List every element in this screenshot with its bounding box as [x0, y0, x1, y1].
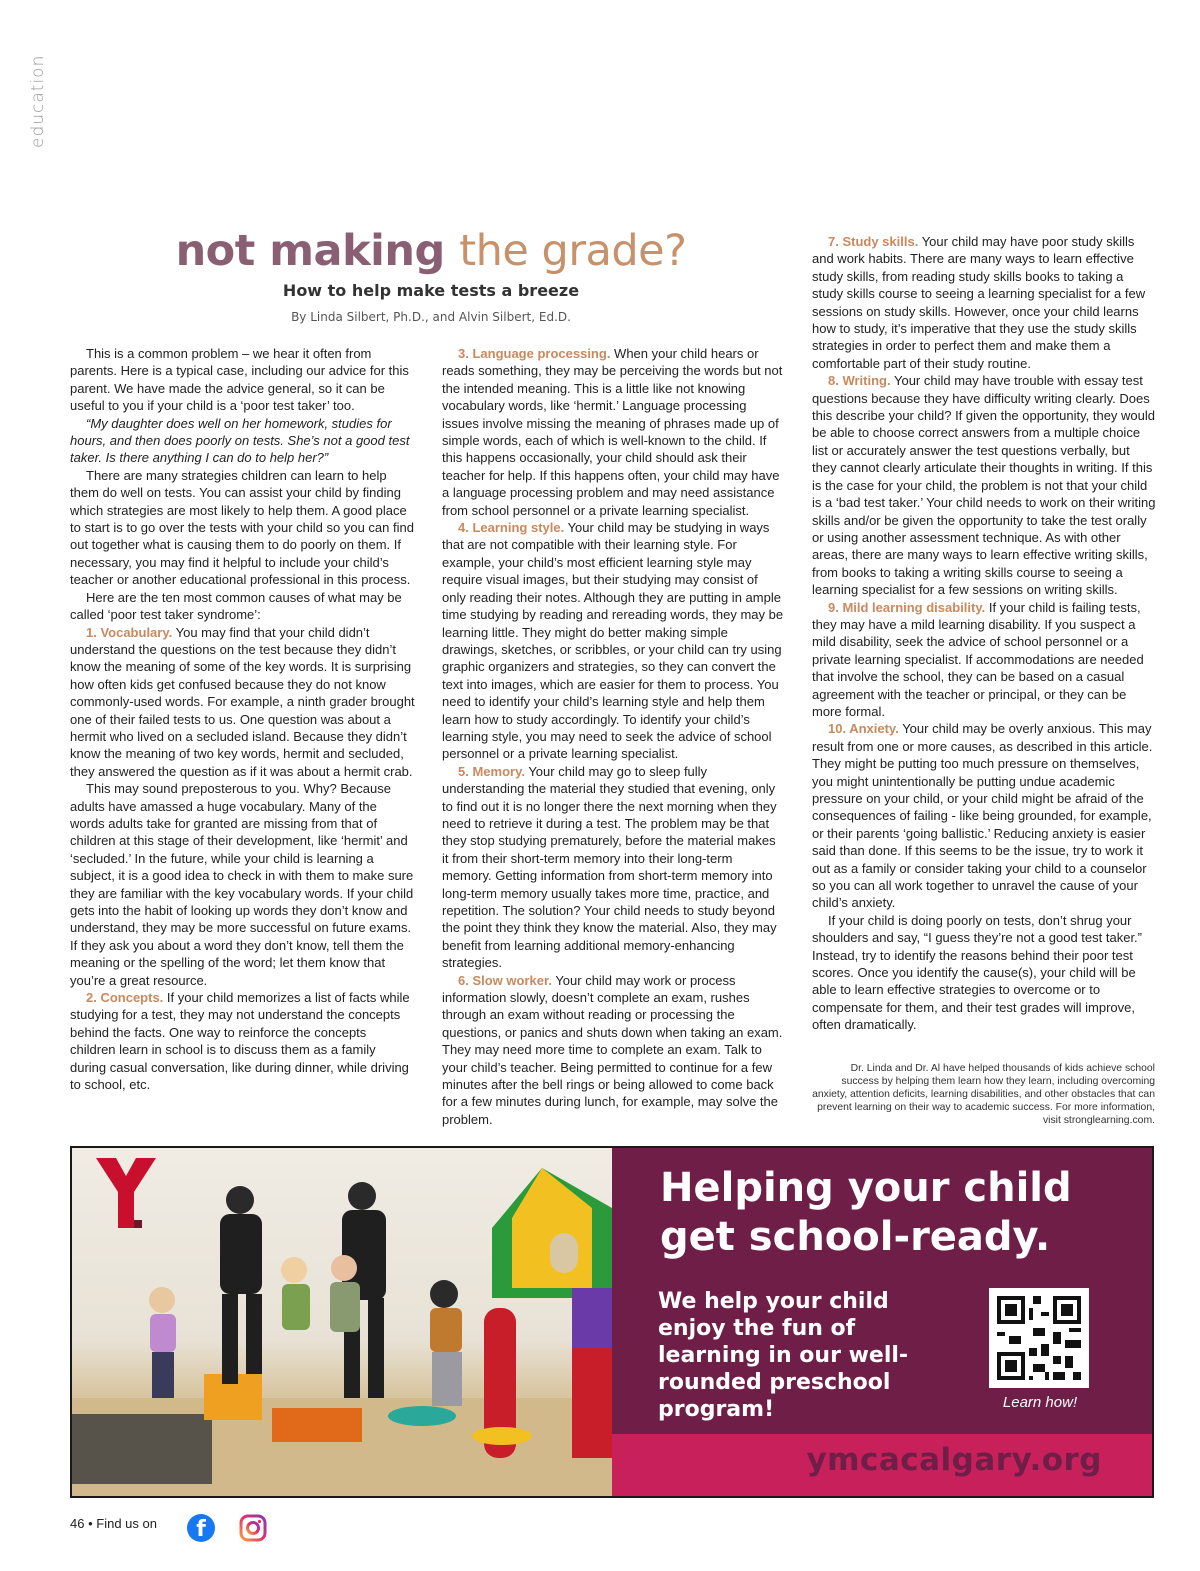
- cause-text: If your child is failing tests, they may have a mild learning disability. If you suspect a mild disability, seek the advice of school personnel or a private learning specialist. If accommodations are needed that involve the school, they can be based on a casual agreement with the teacher or principal, or they can be more formal.: [812, 599, 1144, 719]
- cause-heading: 2. Concepts.: [86, 990, 164, 1006]
- cause-heading: 10. Anxiety.: [828, 721, 899, 737]
- column-2: [442, 345, 784, 1128]
- cause-text: When your child hears or reads something, they may be perceiving the words but not the intended meaning. This is a little like not knowing vocabulary words, like ‘hermit.’ Language processing issues involve missing the meaning of phrases made up of simple words, each of which is well-known to the child. If this happens occasionally, your child should ask their teacher for help. If this happens often, your child may have a language processing problem and may need assistance from school personnel or a private learning specialist.: [442, 346, 783, 518]
- quote-paragraph: [70, 415, 415, 467]
- cause-heading: 7. Study skills.: [828, 234, 919, 249]
- cause-concepts: [70, 989, 415, 1093]
- cause-heading: 9. Mild learning disability.: [828, 599, 986, 615]
- cause-text: Your child may work or process information slowly, doesn’t complete an exam, rushes through an exam without reading or processing the questions, or panics and shuts down when taking an exam. They may need more time to complete an exam. Talk to your child’s teacher. Being permitted to continue for a few minutes after the bell rings or being allowed to come back for a few minutes during lunch, for example, may solve the problem.: [442, 972, 783, 1127]
- cause-heading: 6. Slow worker.: [458, 972, 552, 988]
- cause-text: Your child may go to sleep fully understanding the material they studied that evening, only to find out it is no longer there the next morning when they need to retrieve it during a test. The problem may be that they stop studying prematurely, before the material makes it from their short-term memory into their long-term memory. Getting information from short-term memory into long-term memory usually takes more time, practice, and repetition. The solution? Your child needs to study beyond the point they think they know the material. Also, they may benefit from learning additional memory-enhancing strategies.: [442, 763, 777, 971]
- paragraph: This is a common problem – we hear it often from parents. Here is a typical case, including our advice for this parent. We have made the advice general, so it can be useful to you if your child is a ‘poor test taker’ too.: [70, 346, 409, 414]
- paragraph: There are many strategies children can learn to help them do well on tests. You can assist your child by finding which strategies are most likely to help them. A good place to start is to go over the tests with your child so you can find out together what is causing them to do poorly on them. If necessary, you may find it helpful to include your child’s teacher or another educational professional in this process.: [70, 467, 414, 588]
- find-us-label: Find us on: [96, 1516, 157, 1531]
- cause-text: You may find that your child didn’t understand the questions on the test because they didn’t know the meaning of some of the key words. It is surprising how often kids get confused because they do not know commonly-used words. For example, a ninth grader brought one of their failed tests to us. One question was about a hermit who lived on a secluded island. Because they didn’t know the meaning of two key words, hermit and secluded, they answered the question as if it was about a hermit crab.: [70, 624, 415, 779]
- ymca-advertisement[interactable]: [70, 1146, 1154, 1498]
- cause-text: Your child may be overly anxious. This may result from one or more causes, as described in this article. They might be putting too much pressure on themselves, you might unintentionally be putting undue academic pressure on your child, or your child might be afraid of the consequences of failing - like being grounded, for example, or their parents ‘going ballistic.’ Reducing anxiety is easier said than done. If this seems to be the issue, try to work it out as a family or consider taking your child to a counselor so you can all work together to unravel the cause of your child’s anxiety.: [812, 721, 1153, 911]
- cause-learning-style: [442, 519, 784, 763]
- ad-photo: [72, 1148, 612, 1496]
- ad-body-text: We help your child enjoy the fun of learning in our well-rounded preschool program!: [658, 1289, 909, 1422]
- bullet-separator: •: [88, 1516, 93, 1531]
- ad-headline: Helping your child get school-ready.: [660, 1165, 1072, 1260]
- cause-memory: [442, 763, 784, 972]
- column-3: [812, 233, 1157, 1034]
- cause-anxiety: [812, 720, 1157, 911]
- cause-heading: 5. Memory.: [458, 763, 525, 779]
- cause-text: If your child memorizes a list of facts while studying for a test, they may not understand the concepts behind the facts. One way to reinforce the concepts children learn in school is to discuss them as a family during casual conversation, like during dinner, while driving to school, etc.: [70, 990, 410, 1093]
- cause-text: Your child may have trouble with essay test questions because they have difficulty writing clearly. Does this describe your child? If given the opportunity, they would be able to choose correct answers from a multiple choice list or accurately answer the test questions verbally, but they cannot clearly articulate their thoughts in writing. If this is the case for your child, the problem is not that your child is a ‘bad test taker.’ Your child needs to work on their writing skills and/or be given the opportunity to take the test orally or using another assessment technique. As with other areas, there are many ways to learn effective writing skills, from books to taking a writing skills course to seeing a learning specialist for a few sessions on writing skills.: [812, 373, 1156, 598]
- author-bio: Dr. Linda and Dr. Al have helped thousands of kids achieve school success by helping them learn how they learn, including overcoming anxiety, attention deficits, learning disabilities, and other obstacles that can prevent learning on their way to academic success. For more information, visit stronglearning.com.: [812, 1063, 1155, 1126]
- article-title: [70, 226, 792, 276]
- instagram-icon[interactable]: [239, 1514, 267, 1542]
- cause-text: Your child may be studying in ways that are not compatible with their learning style. For example, your child’s most efficient learning style may require visual images, but their studying may consist of only reading their notes. Although they are putting in ample time studying by reading and rereading words, they may be learning little. They might do better making simple drawings, sketches, or scribbles, or your child can try using graphic organizers and strategies, so they can convert the text into images, which are easier for them to process. You need to identify your child’s learning style and help them learn how to study accordingly. To identify your child’s learning style, you may need to seek the advice of school personnel or a private learning specialist.: [442, 520, 784, 762]
- qr-code-icon[interactable]: [989, 1288, 1089, 1388]
- learn-how-link[interactable]: Learn how!: [1002, 1394, 1078, 1411]
- title-part-2: the grade?: [459, 226, 687, 276]
- ymca-logo-icon: [96, 1158, 156, 1228]
- column-1: [70, 345, 415, 1093]
- cause-study-skills: [812, 233, 1157, 372]
- cause-mild-learning-disability: [812, 599, 1157, 721]
- reader-question: “My daughter does well on her homework, studies for hours, and then does poorly on tests. She’s not a good test taker. Is there anything I can do to help her?”: [70, 415, 410, 466]
- title-part-1: not making: [175, 226, 445, 276]
- cause-vocabulary: [70, 624, 415, 781]
- paragraph: Here are the ten most common causes of what may be called ‘poor test taker syndrome’:: [70, 589, 402, 623]
- cause-language-processing: [442, 345, 784, 519]
- cause-slow-worker: [442, 972, 784, 1129]
- qr-code-graphic: [989, 1288, 1089, 1388]
- conclusion-paragraph: If your child is doing poorly on tests, don’t shrug your shoulders and say, “I guess they’re not a good test taker.” Instead, try to identify the reasons behind their poor test scores. Once you identify the cause(s), your child will be able to learn effective strategies to overcome or to compensate for them, and their test grades will improve, often dramatically.: [812, 912, 1143, 1033]
- cause-heading: 3. Language processing.: [458, 346, 611, 361]
- paragraph: This may sound preposterous to you. Why? Because adults have amassed a huge vocabulary. Many of the words adults take for granted are missing from that of children at this stage of their development, like ‘hermit’ and ‘secluded.’ In the future, while your child is learning a subject, it is a good idea to check in with them to make sure they are familiar with the key vocabulary words. If your child gets into the habit of looking up words they don’t know and understand, they may be more successful on future exams. If they ask you about a word they don’t know, tell them the meaning or the spelling of the word; let them know that you’re a great resource.: [70, 781, 414, 988]
- ad-url-link[interactable]: ymcacalgary.org: [806, 1442, 1102, 1478]
- cause-heading: 1. Vocabulary.: [86, 624, 173, 640]
- facebook-icon[interactable]: f: [187, 1514, 215, 1542]
- byline: By Linda Silbert, Ph.D., and Alvin Silbert, Ed.D.: [291, 310, 571, 324]
- cause-heading: 4. Learning style.: [458, 520, 565, 536]
- cause-heading: 8. Writing.: [828, 373, 891, 389]
- footer: [70, 1516, 157, 1531]
- article-subtitle: How to help make tests a breeze: [282, 281, 580, 300]
- section-tag: education: [28, 54, 48, 148]
- cause-writing: [812, 372, 1157, 598]
- page-number: 46: [70, 1516, 85, 1531]
- cause-text: Your child may have poor study skills and work habits. There are many ways to learn effective study skills, from reading study skills books to taking a study skills course to seeing a learning specialist for a few sessions on study skills. However, once your child learns how to study, it’s imperative that they use the study skills strategies in order to perfect them and make them a comfortable part of their study routine.: [812, 234, 1146, 371]
